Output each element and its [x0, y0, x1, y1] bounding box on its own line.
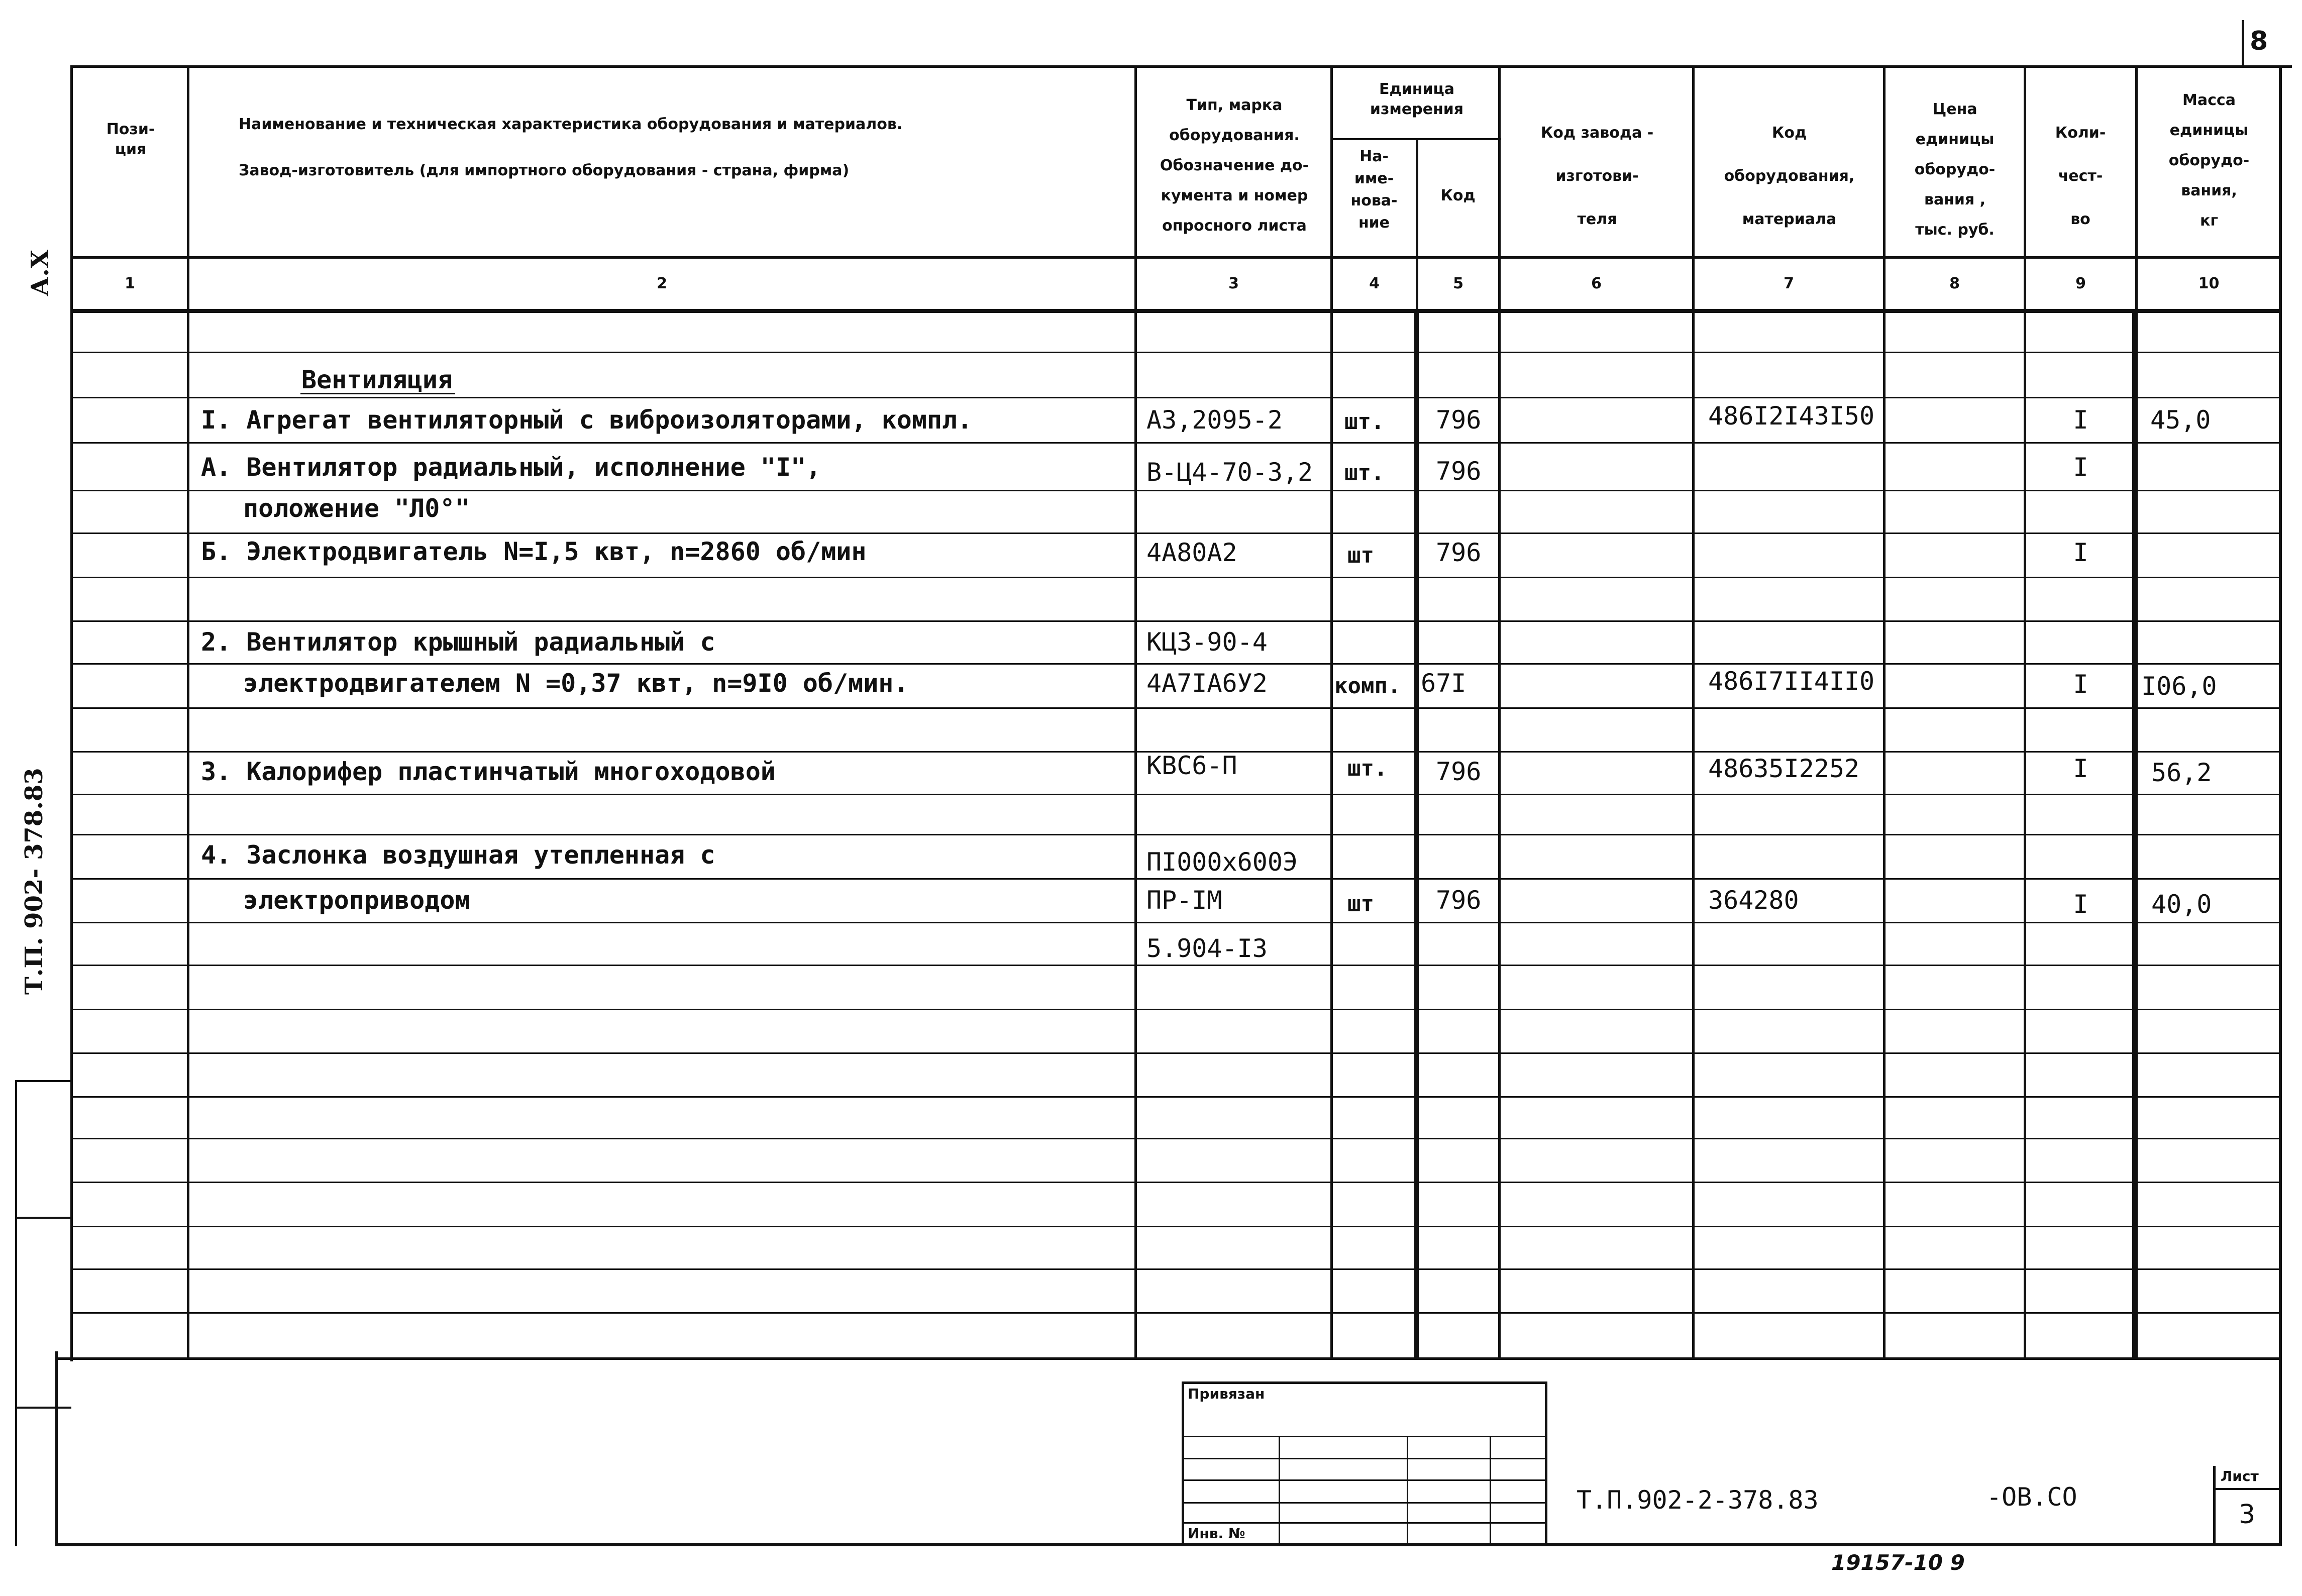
header-col7-line: материала [1742, 210, 1837, 228]
corner-sheet-number: 8 [2250, 26, 2268, 56]
row-code: 796 [1436, 457, 1482, 486]
row-line [70, 965, 2281, 966]
header-col9-line: чест- [2058, 167, 2103, 185]
row-qty: I [2073, 538, 2088, 567]
row-code: 796 [1436, 886, 1482, 915]
row-mat-code: 486I7II4II0 [1708, 667, 1875, 696]
column-number: 9 [2075, 275, 2086, 292]
header-col4-line: име- [1354, 170, 1394, 187]
header-col8 [1887, 94, 2023, 245]
stamp-line [1279, 1436, 1280, 1546]
side-label-top: А.Х [26, 249, 54, 296]
header-col3-line: Обозначение до- [1160, 157, 1309, 174]
column-number: 10 [2198, 275, 2220, 292]
col-divider [1134, 65, 1137, 1359]
column-number: 1 [125, 275, 135, 292]
row-line [70, 490, 2281, 491]
col-divider [2024, 65, 2026, 1359]
row-line [70, 442, 2281, 444]
sheet-label: Лист [2221, 1468, 2259, 1484]
row-qty: I [2073, 754, 2088, 783]
row-line [70, 794, 2281, 795]
row-line [70, 397, 2281, 398]
row-type: 4А80А2 [1146, 538, 1237, 567]
section-title: Вентиляция [301, 365, 453, 394]
col-divider [1883, 65, 1886, 1359]
row-qty: I [2073, 890, 2088, 919]
unit-group-divider [1330, 138, 1501, 140]
row-unit: шт. [1344, 409, 1385, 435]
header-col3-line: Тип, марка [1186, 96, 1283, 114]
sheet-number: 3 [2238, 1500, 2256, 1530]
header-col6-line: теля [1577, 210, 1617, 228]
header-col3-line: оборудования. [1169, 127, 1300, 144]
row-qty: I [2073, 453, 2088, 482]
binding-strip [15, 1080, 17, 1546]
header-col2-line: Завод-изготовитель (для импортного оборудования - страна, фирма) [239, 162, 850, 179]
header-col8-line: оборудо- [1914, 161, 1996, 178]
stamp-border [1182, 1381, 1546, 1384]
header-col8-line: Цена [1932, 100, 1977, 118]
stamp-line [1182, 1479, 1546, 1481]
header-divider [70, 256, 2281, 259]
header-col10 [2138, 85, 2280, 236]
row-name: I. Агрегат вентиляторный с виброизоляторами, компл. [201, 405, 973, 435]
stamp-line [1407, 1436, 1408, 1546]
header-col4-line: На- [1359, 148, 1389, 165]
row-name: 2. Вентилятор крышный радиальный с [201, 627, 715, 657]
binding-strip [15, 1080, 71, 1082]
row-mat-code: 486I2I43I50 [1708, 401, 1875, 431]
row-mass: 56,2 [2151, 758, 2212, 787]
row-name: 4. Заслонка воздушная утепленная с [201, 840, 715, 870]
row-line [70, 878, 2281, 880]
row-line [70, 352, 2281, 353]
row-code: 67I [1421, 669, 1467, 698]
stamp-inv-label: Инв. № [1188, 1525, 1245, 1542]
row-line [70, 1268, 2281, 1270]
row-line [70, 834, 2281, 835]
header-col6 [1502, 112, 1692, 241]
header-col4 [1332, 146, 1416, 234]
row-mat-code: 364280 [1708, 886, 1799, 915]
header-col10-line: кг [2200, 212, 2219, 230]
row-type: 5.904-I3 [1146, 934, 1268, 963]
row-name: положение "Л0°" [243, 494, 470, 523]
row-line [70, 922, 2281, 923]
table-left-border [70, 65, 73, 1361]
header-col4-line: нова- [1350, 192, 1398, 209]
header-col1 [80, 120, 181, 160]
header-unit-group-line: Единица [1379, 80, 1454, 98]
row-line [70, 1312, 2281, 1314]
row-name: Б. Электродвигатель N=I,5 квт, n=2860 об/мин [201, 537, 867, 566]
row-code: 796 [1436, 538, 1482, 567]
header-col7-line: оборудования, [1724, 167, 1855, 185]
column-number: 2 [657, 275, 667, 292]
col-divider [1330, 65, 1333, 1359]
row-line [70, 1009, 2281, 1010]
column-number: 3 [1228, 275, 1239, 292]
row-unit: комп. [1334, 673, 1401, 699]
col-divider [1498, 65, 1501, 1359]
header-col3-line: кумента и номер [1161, 187, 1308, 204]
header-col8-line: единицы [1915, 131, 1995, 148]
row-type: В-Ц4-70-3,2 [1146, 458, 1313, 487]
col-divider [187, 65, 189, 1359]
row-name: 3. Калорифер пластинчатый многоходовой [201, 757, 776, 786]
header-col2-line: Наименование и техническая характеристика оборудования и материалов. [239, 116, 903, 133]
header-col10-line: оборудо- [2168, 152, 2250, 169]
header-col7-line: Код [1771, 124, 1807, 142]
col-divider [1692, 65, 1695, 1359]
header-col3-line: опросного листа [1162, 217, 1307, 235]
row-unit: шт [1347, 543, 1374, 568]
row-type: ПI000х600Э [1146, 847, 1298, 877]
row-code: 796 [1436, 405, 1482, 435]
row-line [70, 1096, 2281, 1098]
header-col9-line: во [2070, 210, 2090, 228]
row-qty: I [2073, 670, 2088, 699]
header-col10-line: Масса [2182, 91, 2236, 109]
row-type: КЦ3-90-4 [1146, 627, 1268, 657]
stamp-line [1182, 1522, 1546, 1524]
header-unit-group [1334, 79, 1500, 120]
column-number: 5 [1453, 275, 1463, 292]
header-unit-group-line: измерения [1370, 100, 1464, 118]
header-col8-line: тыс. руб. [1915, 221, 1995, 239]
side-label-doc: Т.П. 902- 378.83 [20, 768, 48, 995]
row-mass: 40,0 [2151, 890, 2212, 919]
row-line [70, 707, 2281, 709]
header-col10-line: единицы [2169, 122, 2249, 139]
row-type: 4А7IА6У2 [1146, 669, 1268, 698]
row-name: электроприводом [243, 886, 470, 915]
sheet-bottom-border [55, 1543, 2281, 1546]
row-unit: шт. [1347, 756, 1388, 781]
header-col8-line: вания , [1924, 191, 1986, 208]
header-col5: Код [1440, 187, 1476, 204]
row-line [70, 620, 2281, 622]
table-bottom-border [55, 1357, 2281, 1360]
row-mass: I06,0 [2141, 672, 2217, 701]
row-name: А. Вентилятор радиальный, исполнение "I", [201, 453, 821, 482]
row-name: электродвигателем N =0,37 квт, n=9I0 об/мин. [243, 669, 909, 698]
header-col10-line: вания, [2181, 182, 2237, 199]
stamp-line [1182, 1436, 1546, 1437]
bottom-archive-number: 19157-10 9 [1831, 1550, 1965, 1575]
header-col9-line: Коли- [2055, 124, 2106, 142]
stamp-border [1545, 1381, 1547, 1546]
row-code: 796 [1436, 757, 1482, 786]
doc-suffix: -ОВ.СО [1986, 1482, 2077, 1512]
column-number: 8 [1949, 275, 1960, 292]
column-number: 4 [1369, 275, 1380, 292]
row-mat-code: 48635I2252 [1708, 754, 1860, 783]
header-col7 [1696, 112, 1883, 241]
stamp-line [1490, 1436, 1491, 1546]
doc-code: Т.П.902-2-378.83 [1577, 1485, 1819, 1515]
row-type: КВС6-П [1146, 751, 1237, 780]
row-unit: шт [1347, 891, 1374, 917]
stamp-line [1182, 1458, 1546, 1459]
header-col9 [2026, 112, 2135, 241]
header-col4-line: ние [1358, 214, 1390, 232]
sheet-left-border [55, 1351, 58, 1546]
sheet-box-border [2213, 1488, 2281, 1490]
column-number: 7 [1784, 275, 1794, 292]
header-col1-line: ция [115, 141, 147, 158]
stamp-border [1182, 1381, 1184, 1546]
row-line [70, 1138, 2281, 1139]
table-top-border [70, 65, 2281, 68]
header-col6-line: изготови- [1555, 167, 1639, 185]
row-line [70, 577, 2281, 578]
binding-strip [15, 1407, 71, 1409]
header-col6-line: Код завода - [1540, 124, 1654, 142]
row-qty: I [2073, 405, 2088, 435]
row-line [70, 1182, 2281, 1183]
row-unit: шт. [1344, 460, 1385, 486]
row-line [70, 663, 2281, 665]
binding-strip [15, 1217, 71, 1219]
colnum-divider [70, 309, 2281, 313]
stamp-bound-label: Привязан [1188, 1386, 1265, 1402]
row-line [70, 533, 2281, 534]
column-number: 6 [1591, 275, 1602, 292]
stamp-line [1182, 1502, 1546, 1504]
corner-divider [2242, 20, 2244, 68]
row-line [70, 1052, 2281, 1054]
row-type: ПР-IМ [1146, 886, 1222, 915]
header-col1-line: Пози- [106, 121, 155, 138]
header-col3 [1139, 90, 1329, 241]
row-line [70, 1226, 2281, 1227]
header-col2 [239, 115, 1123, 181]
row-mass: 45,0 [2150, 405, 2211, 435]
row-type: А3,2095-2 [1146, 405, 1283, 435]
